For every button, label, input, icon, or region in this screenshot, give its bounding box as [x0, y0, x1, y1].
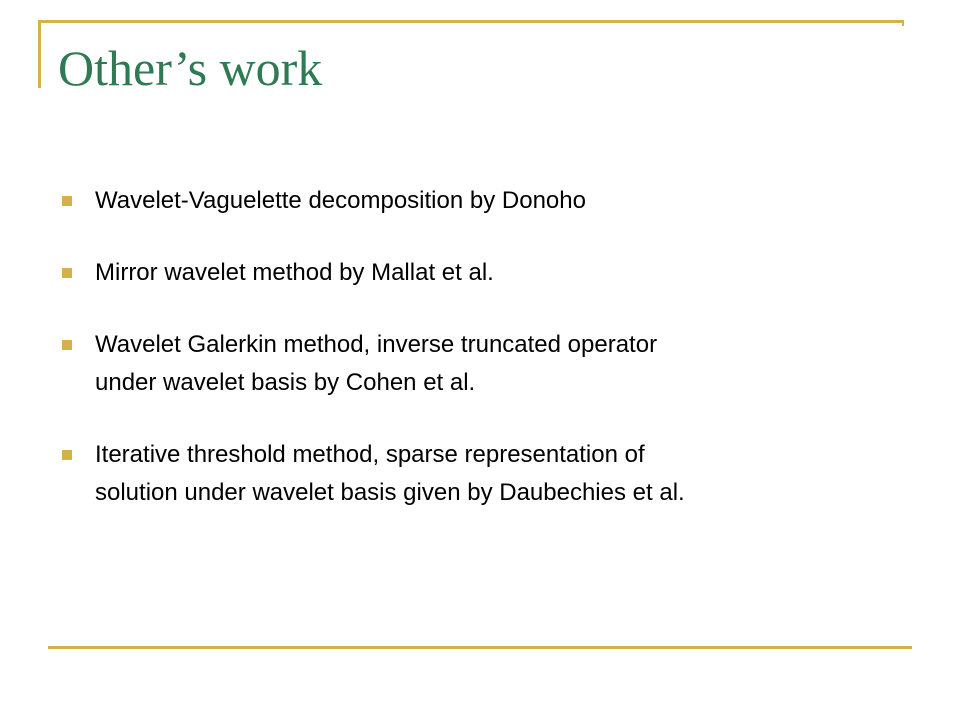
bullet-text: Wavelet-Vaguelette decomposition by Donoho [95, 187, 586, 214]
bullet-item [58, 182, 918, 220]
bullet-item [58, 436, 918, 512]
bullet-list [58, 182, 918, 546]
slide-title: Other’s work [58, 40, 323, 96]
square-bullet-icon [62, 268, 72, 278]
bullet-text: Iterative threshold method, sparse representation of solution under wavelet basis given by Daubechies et al. [95, 441, 685, 506]
square-bullet-icon [62, 450, 72, 460]
left-rule [38, 20, 41, 88]
bullet-item [58, 254, 918, 292]
bullet-item [58, 326, 918, 402]
bullet-text: Mirror wavelet method by Mallat et al. [95, 259, 494, 286]
right-rule [902, 20, 904, 26]
bullet-text: Wavelet Galerkin method, inverse truncated operator under wavelet basis by Cohen et al. [95, 331, 658, 396]
bottom-rule [48, 646, 912, 649]
square-bullet-icon [62, 340, 72, 350]
square-bullet-icon [62, 196, 72, 206]
top-rule [40, 20, 904, 23]
